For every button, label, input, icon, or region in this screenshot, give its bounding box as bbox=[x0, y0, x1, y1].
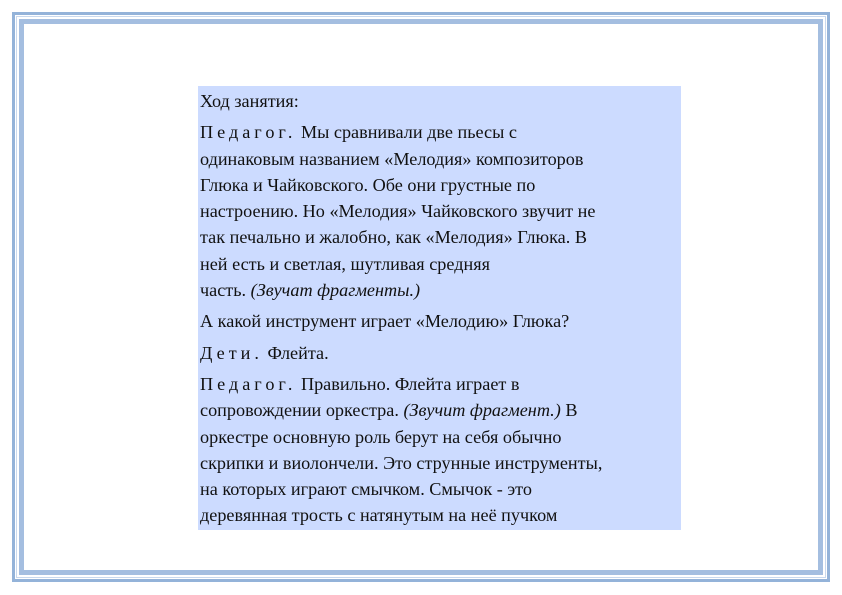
stage-remark: (Звучат фрагменты.) bbox=[250, 280, 421, 301]
paragraph-question: А какой инструмент играет «Мелодию» Глюка? bbox=[200, 311, 570, 332]
lesson-text-box bbox=[198, 86, 681, 530]
speaker-teacher: Педагог. bbox=[200, 122, 297, 143]
paragraph-teacher-2: Педагог. Правильно. Флейта играет в сопровождении оркестра. (Звучит фрагмент.) В оркестре основную роль берут на себя обычно скрипки и виолончели. Это струнные инструменты, на которых играют смычком. Смычок - это деревянная трость с натянутым на неё пучком bbox=[200, 373, 603, 526]
speaker-teacher: Педагог. bbox=[200, 373, 297, 394]
paragraph-teacher-1: Педагог. Мы сравнивали две пьесы с одинаковым названием «Мелодия» композиторов Глюка и Чайковского. Обе они грустные по настроению. Но «Мелодия» Чайковского звучит не так печально и жалобно, как «Мелодия» Глюка. В ней есть и светлая, шутливая средняя часть. (Звучат фрагменты.) bbox=[200, 122, 596, 301]
stage-remark: (Звучит фрагмент.) bbox=[403, 400, 561, 421]
paragraph-children: Дети. Флейта. bbox=[200, 342, 329, 363]
speaker-children: Дети. bbox=[200, 342, 263, 363]
lesson-heading: Ход занятия: bbox=[200, 91, 299, 111]
